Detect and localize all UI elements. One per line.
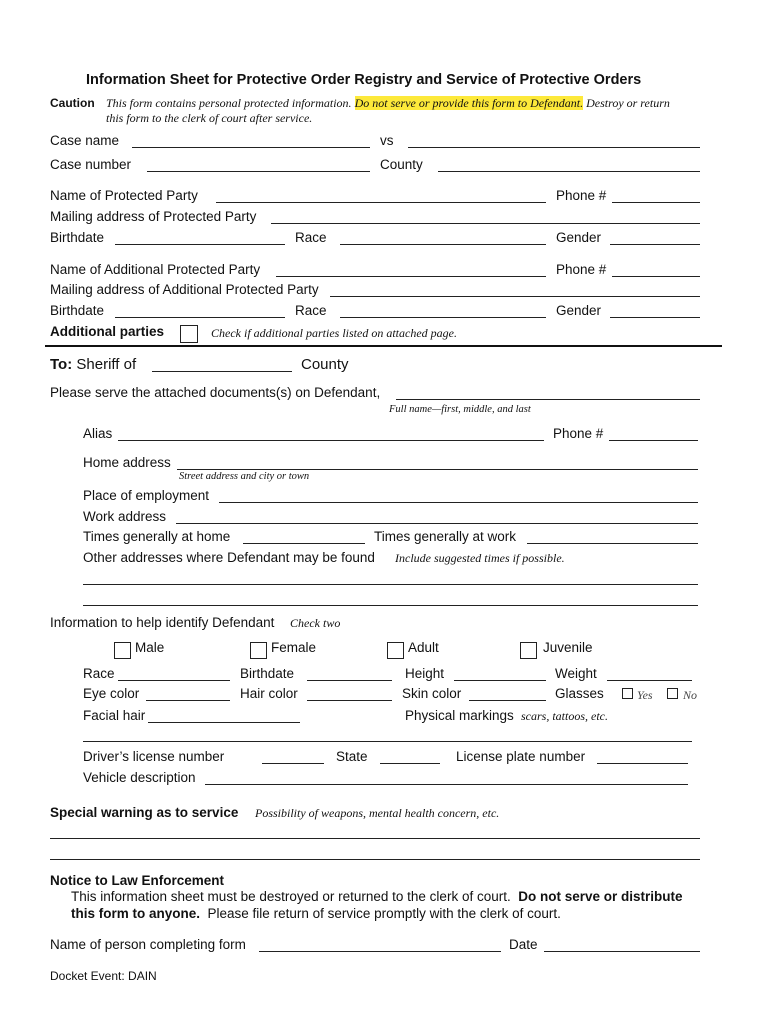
case-number-label: Case number <box>50 157 132 172</box>
protected-birthdate-label: Birthdate <box>50 230 105 245</box>
additional-mailing-field[interactable] <box>330 296 700 297</box>
additional-birthdate-label: Birthdate <box>50 303 105 318</box>
race-field[interactable] <box>118 680 230 681</box>
warning-hint: Possibility of weapons, mental health concern, etc. <box>255 806 500 820</box>
male-label: Male <box>135 640 165 655</box>
additional-mailing-label: Mailing address of Additional Protected Party <box>50 282 319 297</box>
caution-text-2: this form to the clerk of court after service. <box>106 111 313 125</box>
physical-markings-line[interactable] <box>83 741 692 742</box>
glasses-no-checkbox[interactable] <box>667 688 678 699</box>
adult-checkbox[interactable] <box>387 642 404 659</box>
glasses-label: Glasses <box>555 686 604 701</box>
weight-label: Weight <box>555 666 597 681</box>
adult-label: Adult <box>408 640 439 655</box>
notice-line-1: This information sheet must be destroyed or returned to the clerk of court. Do not serve or distribute <box>71 889 683 904</box>
completing-label: Name of person completing form <box>50 937 246 952</box>
hair-color-label: Hair color <box>240 686 298 701</box>
times-home-field[interactable] <box>243 543 365 544</box>
times-work-label: Times generally at work <box>374 529 517 544</box>
additional-race-label: Race <box>295 303 327 318</box>
protected-birthdate-field[interactable] <box>115 244 285 245</box>
juvenile-label: Juvenile <box>543 640 593 655</box>
identify-hint: Check two <box>290 616 341 630</box>
to-block: To: Sheriff of <box>50 356 137 373</box>
warning-label: Special warning as to service <box>50 805 239 820</box>
county-field[interactable] <box>438 171 700 172</box>
protected-phone-label: Phone # <box>556 188 607 203</box>
protected-race-label: Race <box>295 230 327 245</box>
other-addresses-line-2[interactable] <box>83 605 698 606</box>
hair-color-field[interactable] <box>307 700 392 701</box>
work-address-label: Work address <box>83 509 167 524</box>
notice-heading: Notice to Law Enforcement <box>50 873 225 888</box>
race-label: Race <box>83 666 115 681</box>
additional-parties-checkbox[interactable] <box>180 325 198 343</box>
physical-markings-label: Physical markings <box>405 708 514 723</box>
state-field[interactable] <box>380 763 440 764</box>
employment-field[interactable] <box>219 502 698 503</box>
alias-field[interactable] <box>118 440 544 441</box>
caution-label: Caution <box>50 96 95 110</box>
female-label: Female <box>271 640 317 655</box>
serve-label: Please serve the attached documents(s) on Defendant, <box>50 385 381 400</box>
glasses-yes-label: Yes <box>637 688 653 702</box>
sheriff-county-label: County <box>301 356 349 373</box>
vs-label: vs <box>380 133 394 148</box>
license-label: Driver’s license number <box>83 749 225 764</box>
state-label: State <box>336 749 368 764</box>
vehicle-field[interactable] <box>205 784 688 785</box>
alias-label: Alias <box>83 426 113 441</box>
other-addresses-label: Other addresses where Defendant may be found <box>83 550 375 565</box>
defendant-fullname-field[interactable] <box>396 399 700 400</box>
employment-label: Place of employment <box>83 488 210 503</box>
additional-name-label: Name of Additional Protected Party <box>50 262 261 277</box>
section-divider <box>45 345 722 347</box>
warning-line-1[interactable] <box>50 838 700 839</box>
notice-line-2: this form to anyone. Please file return of service promptly with the clerk of court. <box>71 906 561 921</box>
vs-field[interactable] <box>408 147 700 148</box>
additional-race-field[interactable] <box>340 317 546 318</box>
height-label: Height <box>405 666 445 681</box>
additional-name-field[interactable] <box>276 276 546 277</box>
eye-color-label: Eye color <box>83 686 140 701</box>
defendant-phone-field[interactable] <box>609 440 698 441</box>
additional-phone-label: Phone # <box>556 262 607 277</box>
times-work-field[interactable] <box>527 543 698 544</box>
female-checkbox[interactable] <box>250 642 267 659</box>
case-name-label: Case name <box>50 133 120 148</box>
additional-parties-note: Check if additional parties listed on attached page. <box>211 326 457 340</box>
docket-event: Docket Event: DAIN <box>50 969 157 983</box>
additional-parties-label: Additional parties <box>50 324 165 339</box>
additional-gender-field[interactable] <box>610 317 700 318</box>
page-title: Information Sheet for Protective Order Registry and Service of Protective Orders <box>86 72 642 88</box>
protected-race-field[interactable] <box>340 244 546 245</box>
home-address-label: Home address <box>83 455 171 470</box>
protected-phone-field[interactable] <box>612 202 700 203</box>
case-number-field[interactable] <box>147 171 370 172</box>
facial-hair-label: Facial hair <box>83 708 146 723</box>
height-field[interactable] <box>454 680 546 681</box>
protected-mailing-label: Mailing address of Protected Party <box>50 209 257 224</box>
additional-gender-label: Gender <box>556 303 602 318</box>
skin-color-field[interactable] <box>469 700 546 701</box>
physical-markings-hint: scars, tattoos, etc. <box>521 709 608 723</box>
defendant-phone-label: Phone # <box>553 426 604 441</box>
glasses-no-label: No <box>683 688 698 702</box>
other-addresses-hint: Include suggested times if possible. <box>395 551 565 565</box>
eye-color-field[interactable] <box>146 700 230 701</box>
caution-text: This form contains personal protected information. Do not serve or provide this form to Defendant. Destroy or return <box>106 96 670 110</box>
glasses-yes-checkbox[interactable] <box>622 688 633 699</box>
times-home-label: Times generally at home <box>83 529 231 544</box>
other-addresses-line-1[interactable] <box>83 584 698 585</box>
case-name-field[interactable] <box>132 147 370 148</box>
home-address-hint: Street address and city or town <box>179 471 310 482</box>
protected-mailing-field[interactable] <box>271 223 700 224</box>
birthdate-label: Birthdate <box>240 666 295 681</box>
protected-name-label: Name of Protected Party <box>50 188 198 203</box>
facial-hair-field[interactable] <box>148 722 300 723</box>
sheriff-county-field[interactable] <box>152 371 292 372</box>
fullname-hint: Full name—first, middle, and last <box>389 404 531 415</box>
protected-name-field[interactable] <box>216 202 546 203</box>
home-address-field[interactable] <box>177 469 698 470</box>
date-field[interactable] <box>544 951 700 952</box>
vehicle-label: Vehicle description <box>83 770 196 785</box>
work-address-field[interactable] <box>176 523 698 524</box>
birthdate-field[interactable] <box>307 680 392 681</box>
protected-gender-label: Gender <box>556 230 602 245</box>
date-label: Date <box>509 937 538 952</box>
identify-label: Information to help identify Defendant <box>50 615 275 630</box>
caution-highlight: Do not serve or provide this form to Defendant. <box>354 96 584 110</box>
license-field[interactable] <box>262 763 324 764</box>
warning-line-2[interactable] <box>50 859 700 860</box>
additional-phone-field[interactable] <box>612 276 700 277</box>
weight-field[interactable] <box>607 680 692 681</box>
plate-field[interactable] <box>597 763 688 764</box>
plate-label: License plate number <box>456 749 586 764</box>
additional-birthdate-field[interactable] <box>115 317 285 318</box>
male-checkbox[interactable] <box>114 642 131 659</box>
juvenile-checkbox[interactable] <box>520 642 537 659</box>
county-label: County <box>380 157 423 172</box>
skin-color-label: Skin color <box>402 686 462 701</box>
completing-field[interactable] <box>259 951 501 952</box>
protected-gender-field[interactable] <box>610 244 700 245</box>
